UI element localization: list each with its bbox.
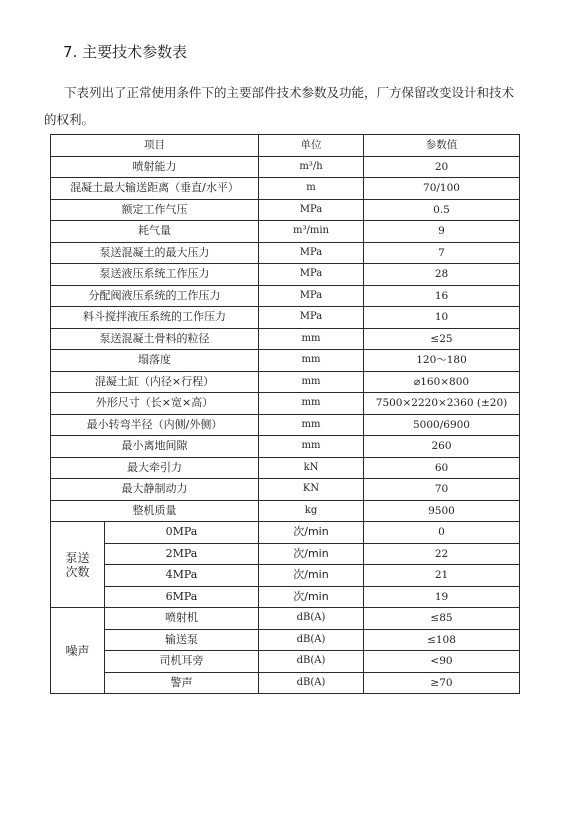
param-name: 混凝土缸（内径×行程） bbox=[51, 371, 259, 393]
intro-paragraph: 下表列出了正常使用条件下的主要部件技术参数及功能，厂方保留改变设计和技术的权利。 bbox=[44, 85, 515, 127]
section-heading: 7. 主要技术参数表 bbox=[63, 43, 188, 61]
noise-unit: dB(A) bbox=[259, 629, 364, 651]
pump-pressure: 6MPa bbox=[105, 586, 259, 608]
noise-unit: dB(A) bbox=[259, 672, 364, 694]
table-row bbox=[51, 672, 520, 694]
table-row bbox=[51, 500, 520, 522]
table-row bbox=[51, 565, 520, 587]
param-unit: MPa bbox=[259, 199, 364, 221]
table-row bbox=[51, 156, 520, 178]
param-name: 最小离地间隙 bbox=[51, 436, 259, 458]
param-unit: MPa bbox=[259, 307, 364, 329]
param-unit: mm bbox=[259, 328, 364, 350]
param-unit: kg bbox=[259, 500, 364, 522]
param-unit: mm bbox=[259, 414, 364, 436]
noise-item: 喷射机 bbox=[105, 608, 259, 630]
param-unit: KN bbox=[259, 479, 364, 501]
param-value: 7 bbox=[364, 242, 520, 264]
table-row bbox=[51, 586, 520, 608]
param-name: 外形尺寸（长×宽×高） bbox=[51, 393, 259, 415]
pump-value: 19 bbox=[364, 586, 520, 608]
pump-pressure: 0MPa bbox=[105, 522, 259, 544]
param-value: 5000/6900 bbox=[364, 414, 520, 436]
param-name: 泵送混凝土骨料的粒径 bbox=[51, 328, 259, 350]
table-row bbox=[51, 414, 520, 436]
param-unit: mm bbox=[259, 393, 364, 415]
table-row bbox=[51, 393, 520, 415]
noise-item: 警声 bbox=[105, 672, 259, 694]
param-value: 60 bbox=[364, 457, 520, 479]
table-row bbox=[51, 436, 520, 458]
param-value: 9500 bbox=[364, 500, 520, 522]
table-row bbox=[51, 285, 520, 307]
table-row bbox=[51, 350, 520, 372]
noise-value: <90 bbox=[364, 651, 520, 673]
table-row bbox=[51, 242, 520, 264]
noise-group-label: 噪声 bbox=[51, 608, 105, 694]
param-unit: m³/h bbox=[259, 156, 364, 178]
param-unit: MPa bbox=[259, 264, 364, 286]
table-row bbox=[51, 178, 520, 200]
param-name: 喷射能力 bbox=[51, 156, 259, 178]
param-unit: mm bbox=[259, 436, 364, 458]
pump-unit: 次/min bbox=[259, 565, 364, 587]
table-row bbox=[51, 608, 520, 630]
param-name: 料斗搅拌液压系统的工作压力 bbox=[51, 307, 259, 329]
spec-table bbox=[50, 134, 520, 694]
table-row bbox=[51, 199, 520, 221]
param-name: 塌落度 bbox=[51, 350, 259, 372]
param-unit: kN bbox=[259, 457, 364, 479]
param-name: 最小转弯半径（内侧/外侧） bbox=[51, 414, 259, 436]
param-name: 泵送混凝土的最大压力 bbox=[51, 242, 259, 264]
param-value: 70/100 bbox=[364, 178, 520, 200]
noise-unit: dB(A) bbox=[259, 608, 364, 630]
param-value: 120～180 bbox=[364, 350, 520, 372]
pump-unit: 次/min bbox=[259, 586, 364, 608]
noise-unit: dB(A) bbox=[259, 651, 364, 673]
pump-value: 0 bbox=[364, 522, 520, 544]
pump-unit: 次/min bbox=[259, 543, 364, 565]
param-unit: MPa bbox=[259, 285, 364, 307]
pump-value: 21 bbox=[364, 565, 520, 587]
param-value: 7500×2220×2360 (±20) bbox=[364, 393, 520, 415]
param-name: 最大静制动力 bbox=[51, 479, 259, 501]
table-row bbox=[51, 328, 520, 350]
group-label-line: 次数 bbox=[65, 564, 90, 579]
param-unit: mm bbox=[259, 371, 364, 393]
param-value: 0.5 bbox=[364, 199, 520, 221]
param-name: 额定工作气压 bbox=[51, 199, 259, 221]
param-unit: m³/min bbox=[259, 221, 364, 243]
param-unit: m bbox=[259, 178, 364, 200]
noise-item: 输送泵 bbox=[105, 629, 259, 651]
param-value: 70 bbox=[364, 479, 520, 501]
pump-unit: 次/min bbox=[259, 522, 364, 544]
param-value: 10 bbox=[364, 307, 520, 329]
param-unit: mm bbox=[259, 350, 364, 372]
pump-pressure: 4MPa bbox=[105, 565, 259, 587]
table-row bbox=[51, 522, 520, 544]
header-unit: 单位 bbox=[259, 135, 364, 157]
param-name: 耗气量 bbox=[51, 221, 259, 243]
param-name: 分配阀液压系统的工作压力 bbox=[51, 285, 259, 307]
noise-item: 司机耳旁 bbox=[105, 651, 259, 673]
param-name: 泵送液压系统工作压力 bbox=[51, 264, 259, 286]
noise-value: ≤108 bbox=[364, 629, 520, 651]
param-value: ≤25 bbox=[364, 328, 520, 350]
header-item: 项目 bbox=[51, 135, 259, 157]
param-value: 16 bbox=[364, 285, 520, 307]
table-row bbox=[51, 479, 520, 501]
header-value: 参数值 bbox=[364, 135, 520, 157]
table-row bbox=[51, 307, 520, 329]
param-name: 最大牵引力 bbox=[51, 457, 259, 479]
table-header-row bbox=[51, 135, 520, 157]
noise-value: ≤85 bbox=[364, 608, 520, 630]
table-row bbox=[51, 543, 520, 565]
param-value: 28 bbox=[364, 264, 520, 286]
param-value: ⌀160×800 bbox=[364, 371, 520, 393]
table-row bbox=[51, 371, 520, 393]
table-row bbox=[51, 221, 520, 243]
param-value: 9 bbox=[364, 221, 520, 243]
pump-pressure: 2MPa bbox=[105, 543, 259, 565]
param-name: 整机质量 bbox=[51, 500, 259, 522]
table-row bbox=[51, 651, 520, 673]
pump-value: 22 bbox=[364, 543, 520, 565]
table-row bbox=[51, 457, 520, 479]
noise-value: ≥70 bbox=[364, 672, 520, 694]
param-name: 混凝土最大输送距离（垂直/水平） bbox=[51, 178, 259, 200]
table-row bbox=[51, 264, 520, 286]
table-row bbox=[51, 629, 520, 651]
pump-count-group-label bbox=[51, 522, 105, 608]
param-value: 20 bbox=[364, 156, 520, 178]
group-label-line: 泵送 bbox=[65, 550, 90, 565]
param-unit: MPa bbox=[259, 242, 364, 264]
param-value: 260 bbox=[364, 436, 520, 458]
